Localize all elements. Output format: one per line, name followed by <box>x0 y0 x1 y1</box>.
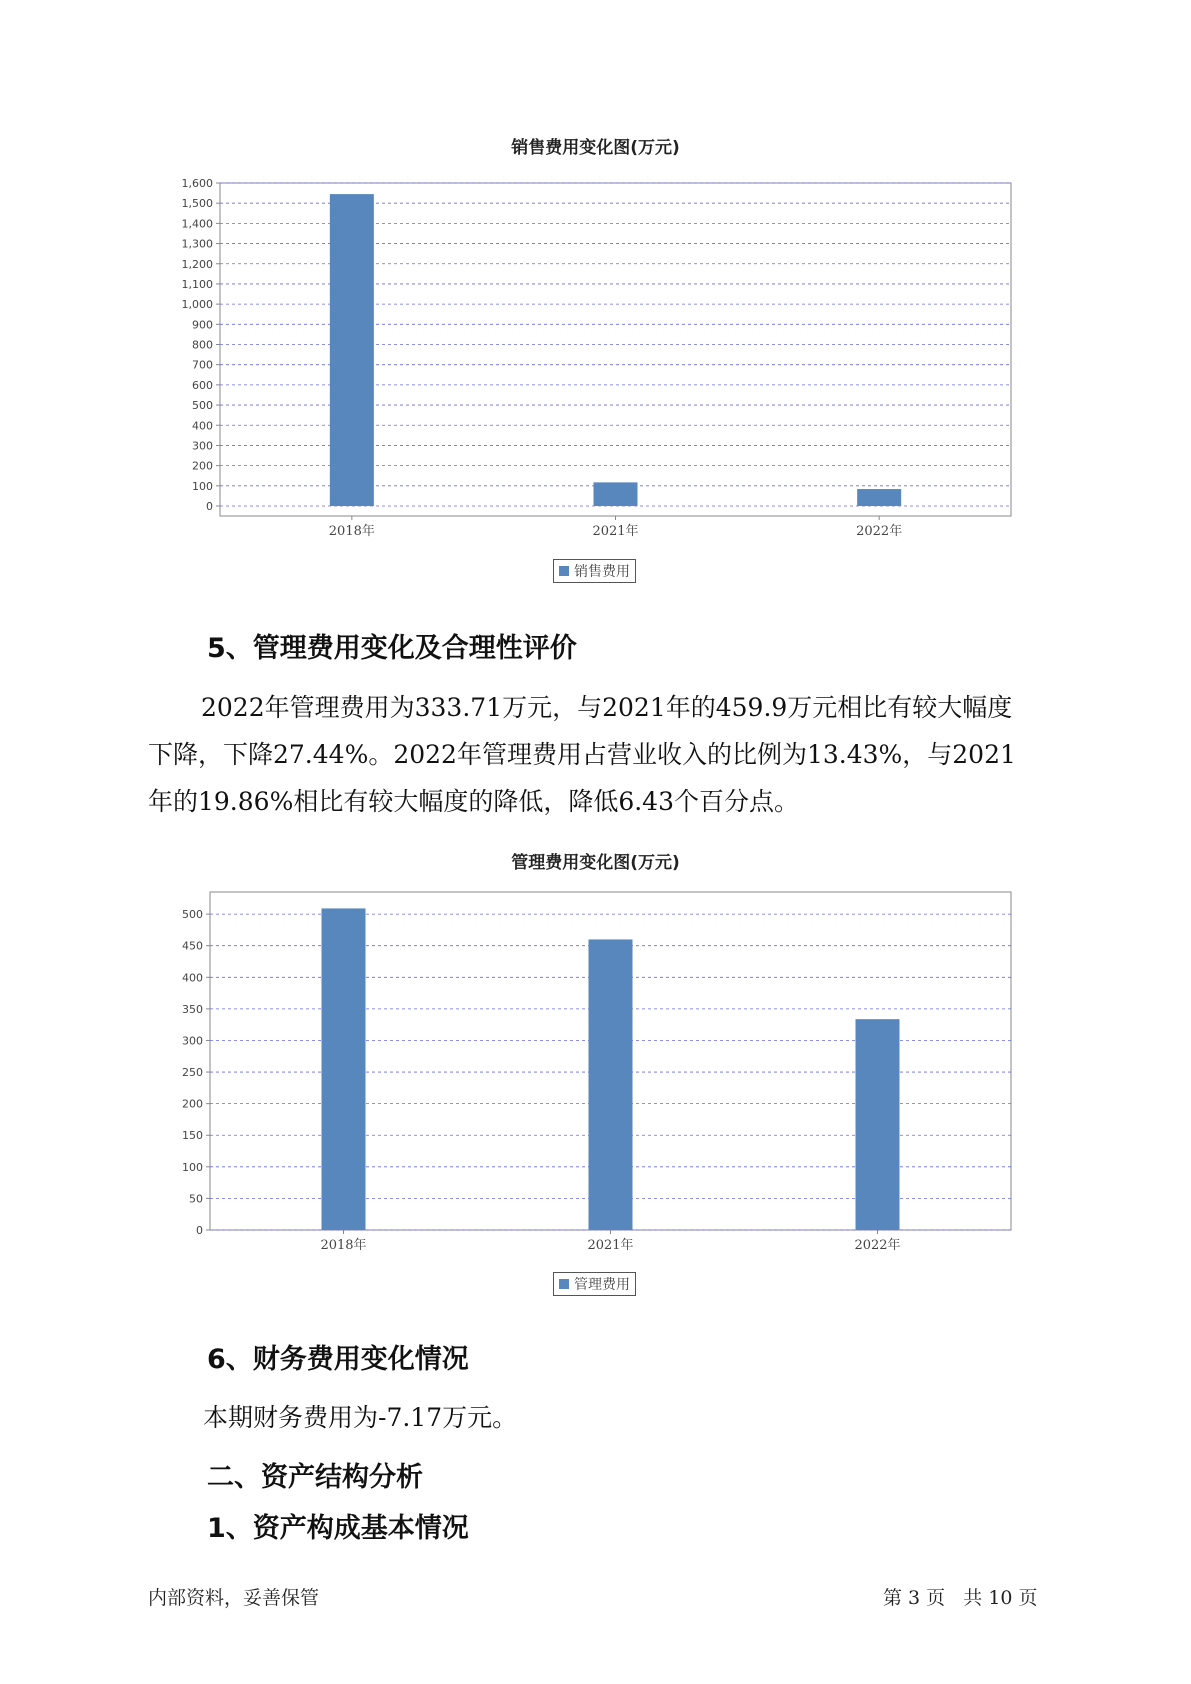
y-tick-label: 0 <box>206 500 213 513</box>
y-tick-label: 100 <box>192 479 213 493</box>
y-tick-label: 250 <box>182 1066 203 1080</box>
sales-chart-title: 销售费用变化图(万元) <box>511 138 680 158</box>
bar-2022年 <box>856 1019 900 1230</box>
y-tick-label: 200 <box>182 1097 203 1111</box>
y-tick-label: 50 <box>189 1192 203 1206</box>
admin-chart-legend <box>553 1272 636 1296</box>
y-tick-label: 1,400 <box>181 217 213 231</box>
y-tick-label: 450 <box>182 939 203 953</box>
y-tick-label: 800 <box>192 338 213 352</box>
y-tick-label: 500 <box>192 399 213 413</box>
y-tick-label: 400 <box>192 419 213 433</box>
y-tick-label: 1,200 <box>181 257 213 271</box>
admin-chart-title: 管理费用变化图(万元) <box>511 853 680 873</box>
x-tick-label: 2022年 <box>856 524 903 539</box>
legend-label: 管理费用 <box>574 1277 630 1293</box>
y-tick-label: 500 <box>182 908 203 922</box>
y-tick-label: 1,600 <box>181 177 213 190</box>
y-tick-label: 300 <box>192 439 213 453</box>
x-tick-label: 2022年 <box>854 1238 901 1253</box>
y-tick-label: 600 <box>192 378 213 392</box>
y-tick-label: 1,000 <box>181 298 213 312</box>
y-tick-label: 1,500 <box>181 197 213 211</box>
y-tick-label: 400 <box>182 971 203 985</box>
y-tick-label: 0 <box>196 1224 203 1237</box>
section-5-heading: 5、管理费用变化及合理性评价 <box>207 633 577 664</box>
bar-2018年 <box>322 908 366 1230</box>
y-tick-label: 300 <box>182 1034 203 1048</box>
section-6-text: 本期财务费用为-7.17万元。 <box>203 1403 518 1432</box>
section-6-heading: 6、财务费用变化情况 <box>207 1344 469 1375</box>
footer-confidential: 内部资料，妥善保管 <box>148 1587 320 1609</box>
section-5-line-3: 年的19.86%相比有较大幅度的降低，降低6.43个百分点。 <box>148 787 799 816</box>
y-tick-label: 1,300 <box>181 237 213 251</box>
y-tick-label: 100 <box>182 1160 203 1174</box>
x-tick-label: 2021年 <box>592 524 639 539</box>
legend-label: 销售费用 <box>574 564 630 580</box>
y-tick-label: 1,100 <box>181 277 213 291</box>
bar-2021年 <box>589 939 633 1230</box>
y-tick-label: 350 <box>182 1002 203 1016</box>
footer-page-number: 第 3 页 共 10 页 <box>883 1587 1038 1609</box>
y-tick-label: 200 <box>192 459 213 473</box>
section-two-1-heading: 1、资产构成基本情况 <box>207 1513 469 1544</box>
y-tick-label: 900 <box>192 318 213 332</box>
legend-swatch <box>559 1279 569 1289</box>
x-tick-label: 2021年 <box>587 1238 634 1253</box>
x-tick-label: 2018年 <box>328 524 375 539</box>
y-tick-label: 150 <box>182 1129 203 1143</box>
section-5-line-1: 2022年管理费用为333.71万元，与2021年的459.9万元相比有较大幅度 <box>201 693 1013 722</box>
section-two-heading: 二、资产结构分析 <box>207 1462 423 1493</box>
x-tick-label: 2018年 <box>320 1238 367 1253</box>
section-5-line-2: 下降，下降27.44%。2022年管理费用占营业收入的比例为13.43%，与2021 <box>148 740 1016 769</box>
y-tick-label: 700 <box>192 358 213 372</box>
